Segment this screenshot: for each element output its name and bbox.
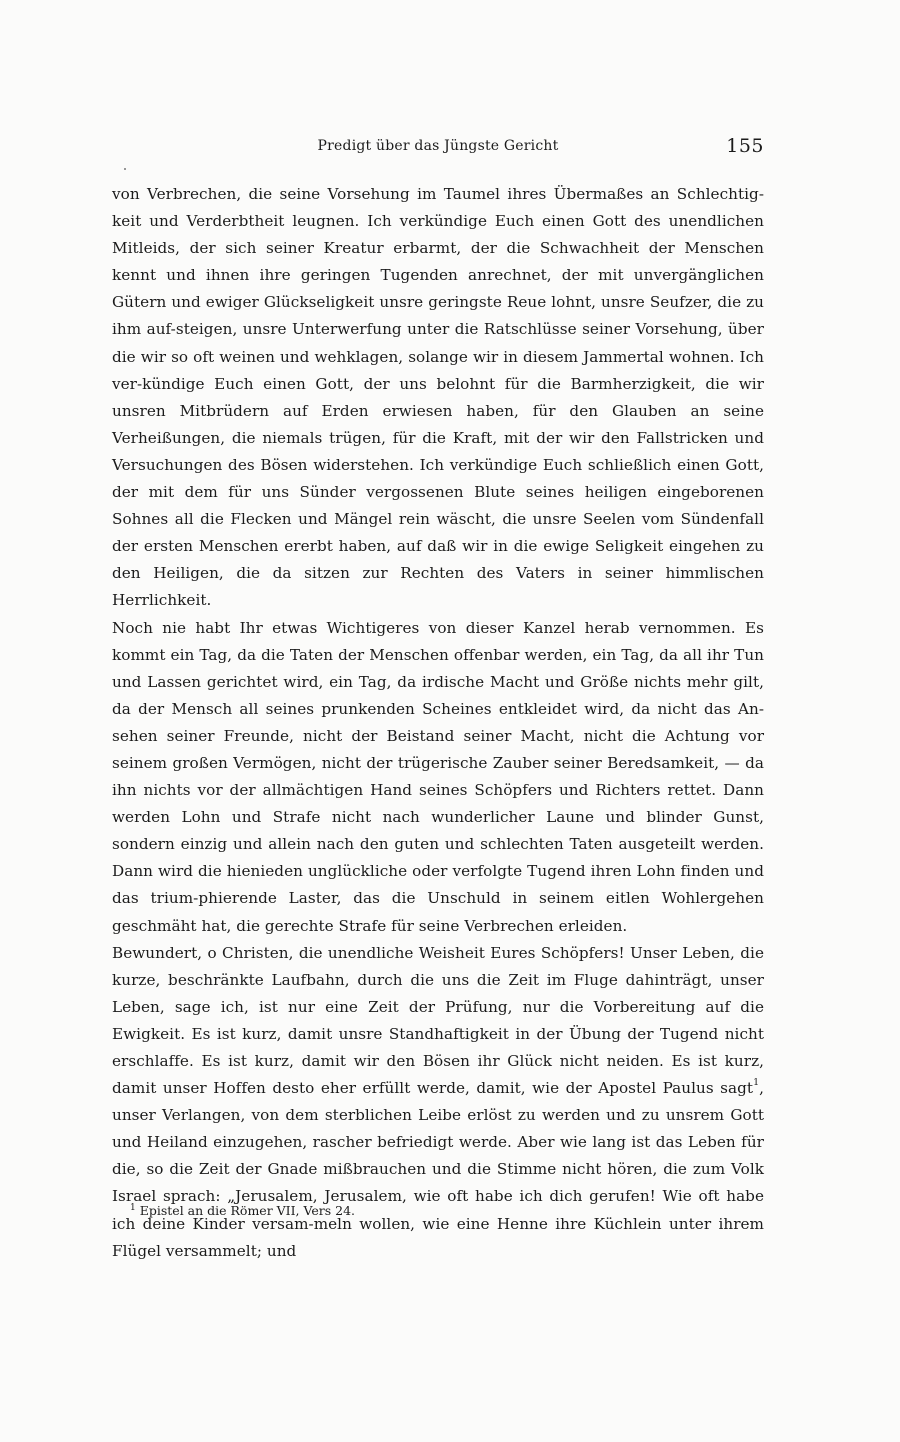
- footnote-marker: 1: [130, 1203, 136, 1213]
- print-speck: [124, 168, 126, 170]
- paragraph-2: Noch nie habt Ihr etwas Wichtigeres von dieser Kanzel herab vernommen. Es kommt ein Tag, da die Taten der Menschen offenbar werden, ein Tag, da all ihr Tun und Lassen gerichtet wird, ein Tag, da irdische Macht und Größe nichts mehr gilt, da der Mensch all seines prunkenden Scheines entkleidet wird, da nicht das An-sehen seiner Freunde, nicht der Beistand seiner Macht, nicht die Achtung vor seinem großen Vermögen, nicht der trügerische Zauber seiner Beredsamkeit, — da ihn nichts vor der allmächtigen Hand seines Schöpfers und Richters rettet. Dann werden Lohn und Strafe nicht nach wunderlicher Laune und blinder Gunst, sondern einzig und allein nach den guten und schlechten Taten ausgeteilt werden. Dann wird die hienieden unglückliche oder verfolgte Tugend ihren Lohn finden und das trium-phierende Laster, das die Unschuld in seinem eitlen Wohlergehen geschmäht hat, die gerechte Strafe für seine Verbrechen erleiden.: [112, 618, 764, 935]
- page-header: [112, 136, 764, 158]
- page-number: 155: [726, 135, 764, 157]
- running-title: Predigt über das Jüngste Gericht: [317, 138, 559, 154]
- paragraph-1: von Verbrechen, die seine Vorsehung im Taumel ihres Übermaßes an Schlechtig-keit und Verderbtheit leugnen. Ich verkündige Euch einen Gott des unendlichen Mitleids, der sich seiner Kreatur erbarmt, der die Schwachheit der Menschen kennt und ihnen ihre geringen Tugenden anrechnet, der mit unvergänglichen Gütern und ewiger Glückseligkeit unsre geringste Reue lohnt, unsre Seufzer, die zu ihm auf-steigen, unsre Unterwerfung unter die Ratschlüsse seiner Vorsehung, über die wir so oft weinen und wehklagen, solange wir in diesem Jammertal wohnen. Ich ver-kündige Euch einen Gott, der uns belohnt für die Barmherzigkeit, die wir unsren Mitbrüdern auf Erden erwiesen haben, für den Glauben an seine Verheißungen, die niemals trügen, für die Kraft, mit der wir den Fallstricken und Versuchungen des Bösen widerstehen. Ich verkündige Euch schließlich einen Gott, der mit dem für uns Sünder vergossenen Blute seines heiligen eingeborenen Sohnes all die Flecken und Mängel rein wäscht, die unsre Seelen vom Sündenfall der ersten Menschen ererbt haben, auf daß wir in die ewige Seligkeit eingehen zu den Heiligen, die da sitzen zur Rechten des Vaters in seiner himmlischen Herrlichkeit.: [112, 185, 764, 610]
- footnote-text: Epistel an die Römer VII, Vers 24.: [139, 1203, 356, 1219]
- body-text: [112, 181, 764, 1265]
- footnote-reference: 1: [753, 1077, 760, 1089]
- paragraph-3-part-2: , unser Verlangen, von dem sterblichen Leibe erlöst zu werden und zu unsrem Gott und Heiland einzugehen, rascher befriedigt werde. Aber wie lang ist das Leben für die, so die Zeit der Gnade mißbrauchen und die Stimme nicht hören, die zum Volk Israel sprach: „Jerusalem, Jerusalem, wie oft habe ich dich gerufen! Wie oft habe ich deine Kinder versam-meln wollen, wie eine Henne ihre Küchlein unter ihrem Flügel versammelt; und: [112, 1079, 764, 1260]
- footnote: [130, 1198, 750, 1221]
- paragraph-3-part-1: Bewundert, o Christen, die unendliche Weisheit Eures Schöpfers! Unser Leben, die kurze, beschränkte Laufbahn, durch die uns die Zeit im Fluge dahinträgt, unser Leben, sage ich, ist nur eine Zeit der Prüfung, nur die Vorbereitung auf die Ewigkeit. Es ist kurz, damit unsre Standhaftigkeit in der Übung der Tugend nicht erschlaffe. Es ist kurz, damit wir den Bösen ihr Glück nicht neiden. Es ist kurz, damit unser Hoffen desto eher erfüllt werde, damit, wie der Apostel Paulus sagt: [112, 943, 764, 1098]
